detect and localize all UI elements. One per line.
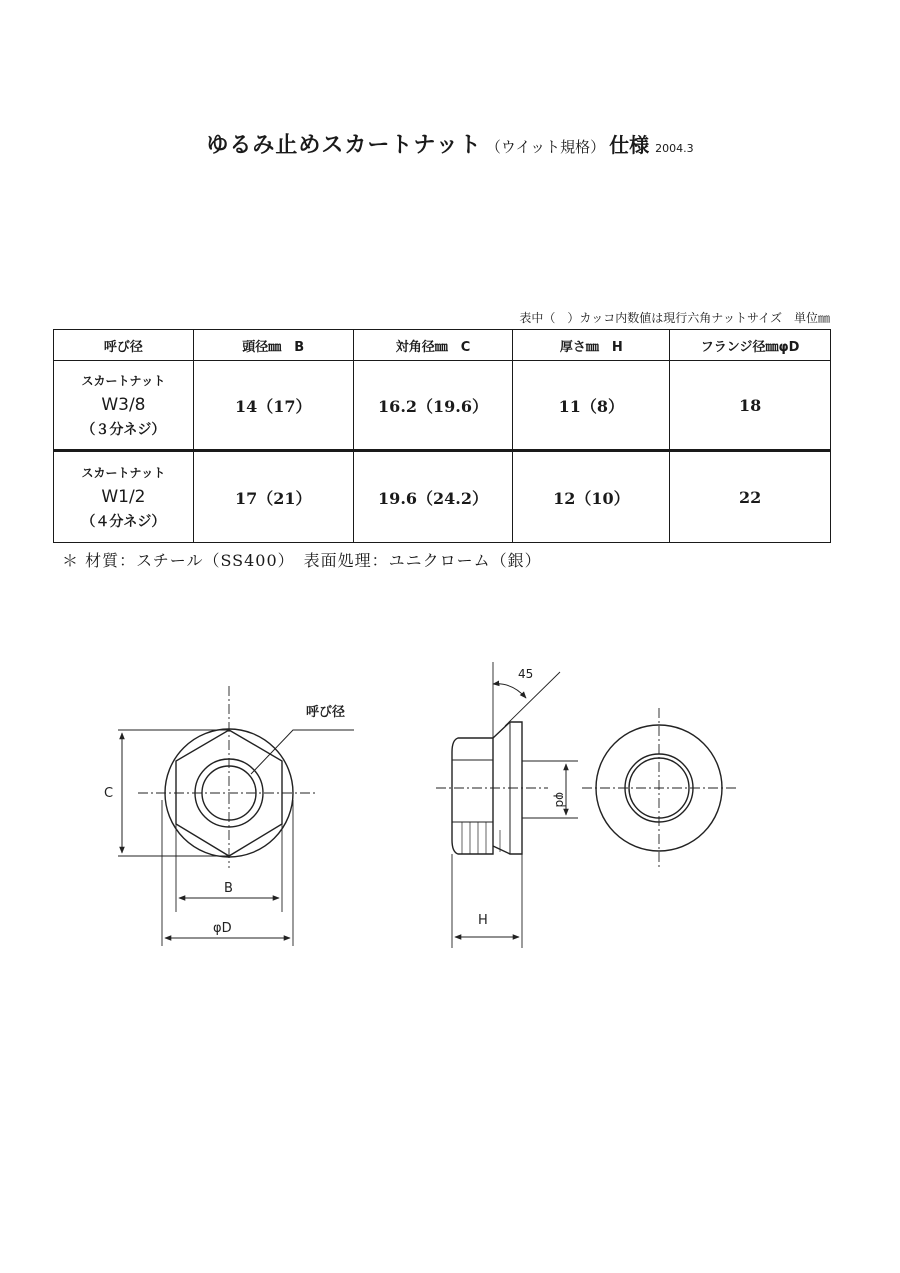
title-main: ゆるみ止めスカートナット [206,133,482,158]
cell-B: 17（21） [193,451,353,543]
cell-C: 19.6（24.2） [353,451,513,543]
header-flange-diameter: フランジ径㎜φD [670,330,831,361]
header-thickness: 厚さ㎜ H [513,330,670,361]
nominal-thread: （３分ネジ） [81,421,166,438]
hex-body-side [452,738,493,854]
label-C: C [104,786,114,801]
cell-D: 18 [670,361,831,451]
thread-hatching [462,822,500,854]
header-nominal: 呼び径 [54,330,194,361]
title-date: 2004.3 [655,142,694,155]
flange-view [582,708,738,870]
label-phi-d: φd [553,792,567,808]
label-H: H [478,913,488,928]
table-note: 表中（ ）カッコ内数値は現行六角ナットサイズ 単位㎜ [519,311,830,325]
front-view [118,686,354,946]
header-diagonal: 対角径㎜ C [353,330,513,361]
nominal-size: W1/2 [101,486,146,507]
cell-H: 11（8） [513,361,670,451]
material-note: ＊ 材質：スチール（SS400） 表面処理：ユニクローム（銀） [62,551,542,570]
nominal-type: スカートナット [81,465,166,480]
cell-B: 14（17） [193,361,353,451]
cell-C: 16.2（19.6） [353,361,513,451]
label-45: 45 [518,667,534,681]
label-nominal: 呼び径 [306,705,346,720]
nominal-type: スカートナット [81,373,166,388]
label-B: B [224,881,233,896]
nominal-size: W3/8 [101,394,146,415]
angle-45 [493,684,526,698]
nominal-thread: （４分ネジ） [81,513,166,530]
cell-H: 12（10） [513,451,670,543]
title-standard: （ウイット規格） [485,138,606,156]
header-head-diameter: 頭径㎜ B [193,330,353,361]
label-phiD: φD [213,921,232,936]
title-spec: 仕様 [609,133,650,157]
cell-D: 22 [670,451,831,543]
